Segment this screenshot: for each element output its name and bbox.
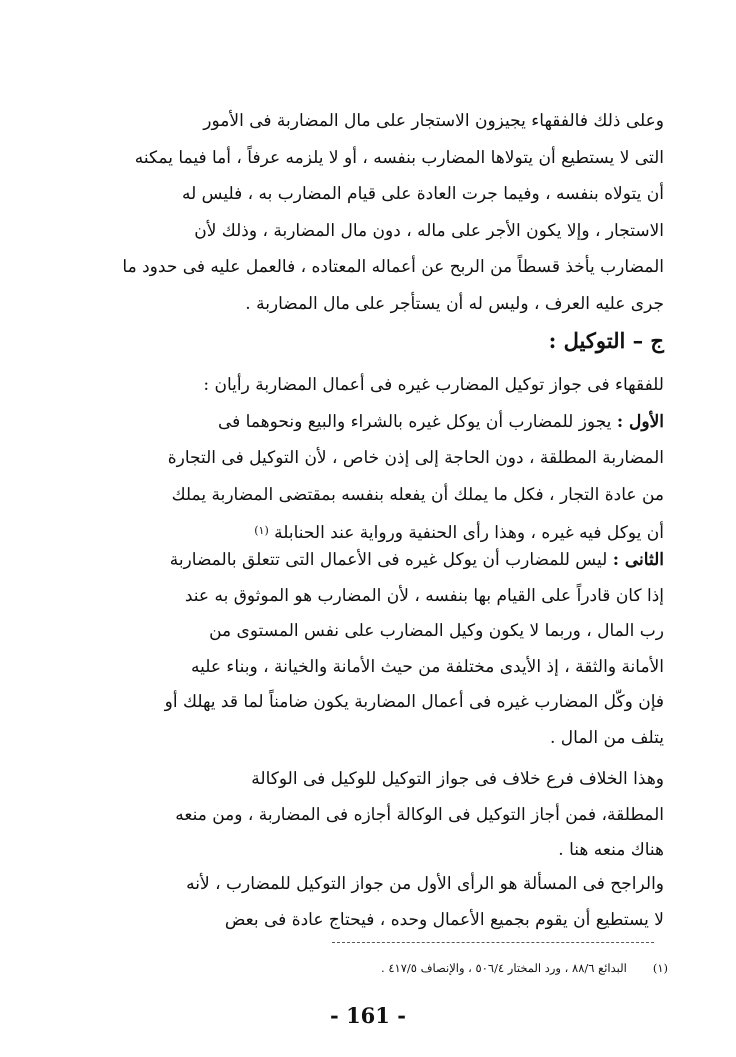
text-line: التى لا يستطيع أن يتولاها المضارب بنفسه ، أو لا يلزمه عرفاً ، أما فيما يمكنه bbox=[134, 147, 664, 168]
footnote-reference: (١) bbox=[254, 524, 269, 537]
opinion-label: الأول : bbox=[616, 411, 664, 432]
paragraph-hiring bbox=[58, 103, 664, 322]
text-line: جرى عليه العرف ، وليس له أن يستأجر على مال المضاربة . bbox=[245, 293, 664, 314]
text-line: المضاربة المطلقة ، دون الحاجة إلى إذن خاص ، لأن التوكيل فى التجارة bbox=[167, 448, 664, 468]
text-line bbox=[58, 543, 664, 579]
footnote-text: البدائع ٨٨/٦ ، ورد المختار ٥٠٦/٤ ، والإنصاف ٤١٧/٥ . bbox=[381, 961, 627, 975]
text-line: وهذا الخلاف فرع خلاف فى جواز التوكيل للوكيل فى الوكالة bbox=[251, 769, 664, 789]
text-line: رب المال ، وربما لا يكون وكيل المضارب على نفس المستوى من bbox=[209, 621, 664, 641]
text-line: يتلف من المال . bbox=[549, 727, 664, 748]
footnote-number: (١) bbox=[652, 961, 668, 975]
section-heading: ج – التوكيل : bbox=[548, 328, 664, 353]
paragraph-second-opinion bbox=[58, 543, 664, 756]
opinion-label: الثانى : bbox=[612, 550, 664, 570]
text-fragment: أن يوكل فيه غيره ، وهذا رأى الحنفية ورواية عند الحنابلة bbox=[274, 523, 664, 543]
page-number: - 161 - bbox=[330, 1003, 406, 1028]
text-line: وعلى ذلك فالفقهاء يجيزون الاستجار على مال المضاربة فى الأمور bbox=[203, 111, 664, 131]
text-line: إذا كان قادراً على القيام بها بنفسه ، لأن المضارب هو الموثوق به عند bbox=[184, 585, 664, 606]
text-line: أن يتولاه بنفسه ، وفيما جرت العادة على قيام المضارب به ، فليس له bbox=[181, 184, 664, 204]
text-line: هناك منعه هنا . bbox=[558, 840, 664, 860]
text-line bbox=[58, 404, 664, 441]
text-line: للفقهاء فى جواز توكيل المضارب غيره فى أعمال المضاربة رأيان : bbox=[203, 375, 664, 395]
text-line: من عادة التجار ، فكل ما يملك أن يفعله بنفسه بمقتضى المضاربة يملك bbox=[171, 484, 664, 505]
text-line: المضارب يأخذ قسطاً من الربح عن أعماله المعتاده ، فالعمل عليه فى حدود ما bbox=[122, 257, 664, 277]
text-line: الأمانة والثقة ، إذ الأيدى مختلفة من حيث الأمانة والخيانة ، وبناء عليه bbox=[191, 656, 664, 677]
text-fragment: يجوز للمضارب أن يوكل غيره بالشراء والبيع ونحوهما فى bbox=[217, 411, 612, 432]
text-line: فإن وكّل المضارب غيره فى أعمال المضاربة يكون ضامناً لما قد يهلك أو bbox=[164, 692, 664, 712]
text-line: المطلقة، فمن أجاز التوكيل فى الوكالة أجازه فى المضاربة ، ومن منعه bbox=[175, 804, 664, 825]
footnote bbox=[240, 958, 668, 978]
text-line: والراجح فى المسألة هو الرأى الأول من جواز التوكيل للمضارب ، لأنه bbox=[186, 874, 664, 894]
text-line: لا يستطيع أن يقوم بجميع الأعمال وحده ، فيحتاج عادة فى بعض bbox=[224, 909, 664, 930]
paragraph-disagreement bbox=[58, 762, 664, 869]
paragraph-preferred bbox=[58, 867, 664, 938]
text-fragment: ليس للمضارب أن يوكل غيره فى الأعمال التى تتعلق بالمضاربة bbox=[169, 550, 608, 570]
text-line: الاستجار ، وإلا يكون الأجر على ماله ، دون مال المضاربة ، وذلك لأن bbox=[194, 220, 664, 241]
paragraph-first-opinion bbox=[58, 367, 664, 552]
footnote-divider bbox=[332, 942, 654, 943]
